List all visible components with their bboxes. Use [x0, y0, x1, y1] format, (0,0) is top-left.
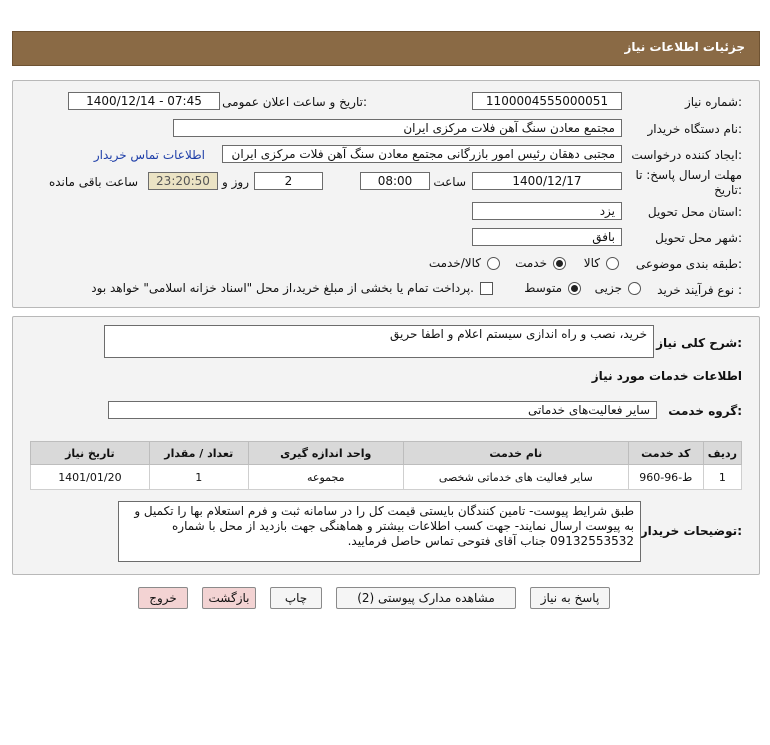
- col-quantity: تعداد / مقدار: [149, 442, 248, 465]
- buyer-notes-field: طبق شرایط پیوست- تامین کنندگان بایستی قیمت کل را در سامانه ثبت و فرم استعلام بها را تکمیل و به پیوست ارسال نمایند- جهت کسب اطلاعات بیشتر و هماهنگی جهت بازدید از محل با شماره 09132553532 جناب آقای فتوحی تماس حاصل فرمایید.: [118, 501, 641, 562]
- services-table: [30, 441, 742, 490]
- cell-row: 1: [703, 465, 741, 490]
- days-label: روز و: [222, 175, 249, 189]
- table-row: [31, 465, 742, 490]
- buyer-contact-link[interactable]: اطلاعات تماس خریدار: [93, 148, 205, 162]
- cell-need-date: 1401/01/20: [31, 465, 150, 490]
- exit-button[interactable]: خروج: [138, 587, 188, 609]
- category-goods-service-label: کالا/خدمت: [428, 256, 481, 270]
- category-goods-radio[interactable]: [606, 257, 619, 270]
- cell-service-code: ط-96-960: [628, 465, 703, 490]
- services-title: اطلاعات خدمات مورد نیاز: [591, 369, 742, 383]
- table-header-row: [31, 442, 742, 465]
- treasury-checkbox[interactable]: [480, 282, 493, 295]
- col-service-name: نام خدمت: [403, 442, 628, 465]
- buyer-org-label: نام دستگاه خریدار:: [647, 122, 742, 136]
- col-unit: واحد اندازه گیری: [248, 442, 403, 465]
- process-medium-radio[interactable]: [568, 282, 581, 295]
- province-field: یزد: [472, 202, 622, 220]
- creator-field: مجتبی دهقان رئیس امور بازرگانی مجتمع معادن سنگ آهن فلات مرکزی ایران: [222, 145, 622, 163]
- creator-label: ایجاد کننده درخواست:: [631, 148, 742, 162]
- process-medium-label: متوسط: [524, 281, 562, 295]
- attachments-button[interactable]: مشاهده مدارک پیوستی (2): [336, 587, 516, 609]
- need-number-field: 1100004555000051: [472, 92, 622, 110]
- province-label: استان محل تحویل:: [647, 205, 742, 219]
- col-row: ردیف: [703, 442, 741, 465]
- service-group-label: گروه خدمت:: [668, 404, 742, 418]
- col-service-code: کد خدمت: [628, 442, 703, 465]
- remaining-time-field: 23:20:50: [148, 172, 218, 190]
- process-minor-radio[interactable]: [628, 282, 641, 295]
- process-label: نوع فرآیند خرید :: [657, 283, 742, 297]
- buyer-notes-label: توضیحات خریدار:: [640, 524, 742, 538]
- treasury-note: پرداخت تمام یا بخشی از مبلغ خرید،از محل "اسناد خزانه اسلامی" خواهد بود.: [91, 281, 474, 295]
- category-service-label: خدمت: [515, 256, 547, 270]
- category-goods-service-radio[interactable]: [487, 257, 500, 270]
- deadline-time-field: 08:00: [360, 172, 430, 190]
- page-title: جزئیات اطلاعات نیاز: [624, 40, 745, 54]
- days-field: 2: [254, 172, 323, 190]
- process-minor-label: جزیی: [594, 281, 622, 295]
- deadline-label-2: تاریخ:: [714, 183, 742, 197]
- deadline-time-label: ساعت: [433, 175, 466, 189]
- category-service-radio[interactable]: [553, 257, 566, 270]
- back-button[interactable]: بازگشت: [202, 587, 256, 609]
- reply-button[interactable]: پاسخ به نیاز: [530, 587, 610, 609]
- service-group-field: سایر فعالیت‌های خدماتی: [108, 401, 657, 419]
- deadline-label: مهلت ارسال پاسخ: تا: [635, 168, 742, 182]
- cell-service-name: سایر فعالیت های خدماتی شخصی: [403, 465, 628, 490]
- cell-unit: مجموعه: [248, 465, 403, 490]
- buyer-org-field: مجتمع معادن سنگ آهن فلات مرکزی ایران: [173, 119, 622, 137]
- print-button[interactable]: چاپ: [270, 587, 322, 609]
- city-field: بافق: [472, 228, 622, 246]
- need-number-label: شماره نیاز:: [684, 95, 742, 109]
- remaining-label: ساعت باقی مانده: [48, 175, 138, 189]
- page-header: [12, 31, 760, 66]
- details-panel: [12, 80, 760, 308]
- col-need-date: تاریخ نیاز: [31, 442, 150, 465]
- announce-field: 1400/12/14 - 07:45: [68, 92, 220, 110]
- category-label: طبقه بندی موضوعی:: [635, 257, 742, 271]
- cell-quantity: 1: [149, 465, 248, 490]
- announce-label: تاریخ و ساعت اعلان عمومی:: [222, 95, 367, 109]
- summary-label: شرح کلی نیاز:: [656, 336, 742, 350]
- deadline-date-field: 1400/12/17: [472, 172, 622, 190]
- category-goods-label: کالا: [583, 256, 600, 270]
- summary-field: خرید، نصب و راه اندازی سیستم اعلام و اطفا حریق: [104, 325, 654, 358]
- city-label: شهر محل تحویل:: [655, 231, 742, 245]
